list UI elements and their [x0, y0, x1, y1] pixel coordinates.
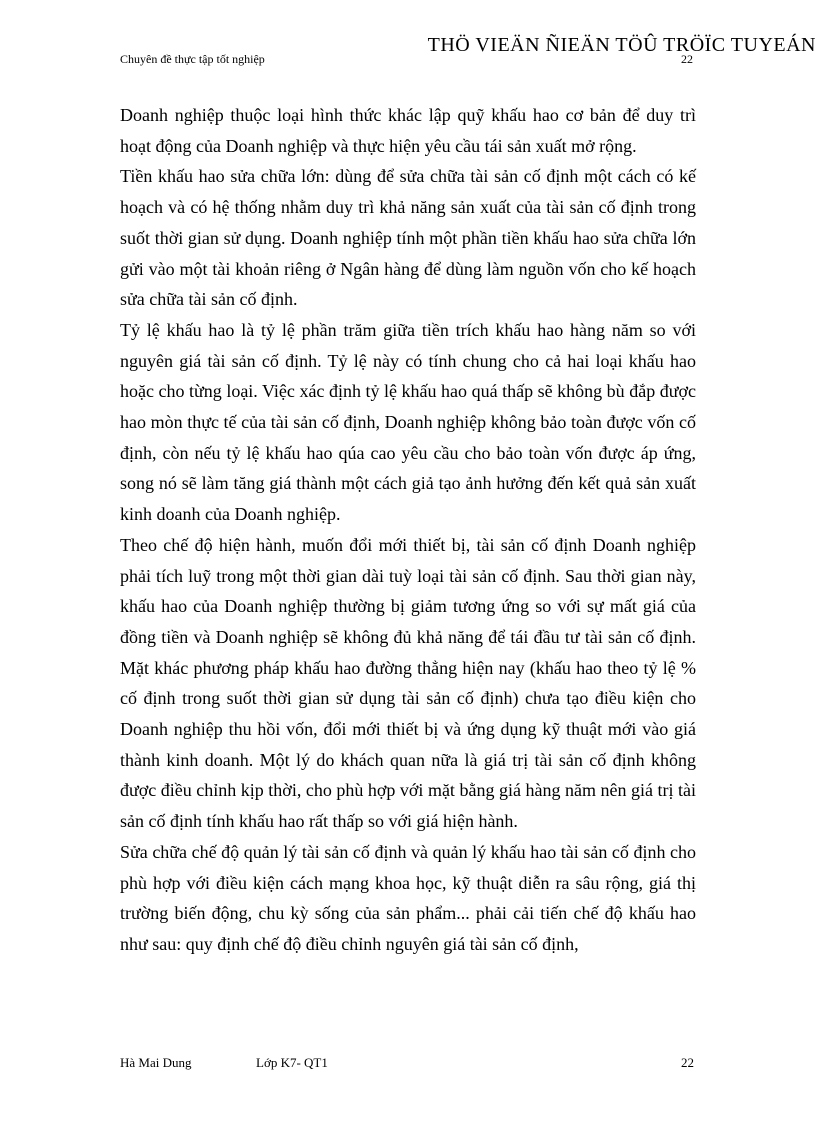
header-subject: Chuyên đề thực tập tốt nghiệp: [120, 52, 265, 66]
paragraph: Tỷ lệ khấu hao là tỷ lệ phần trăm giữa tiền trích khấu hao hàng năm so với nguyên giá tài sản cố định. Tỷ lệ này có tính chung cho cả hai loại khấu hao hoặc cho từng loại. Việc xác định tỷ lệ khấu hao quá thấp sẽ không bù đắp được hao mòn thực tế của tài sản cố định, Doanh nghiệp không bảo toàn được vốn cố định, còn nếu tỷ lệ khấu hao qúa cao yêu cầu cho bảo toàn vốn được áp ứng, song nó sẽ làm tăng giá thành một cách giả tạo ảnh hưởng đến kết quả sản xuất kinh doanh của Doanh nghiệp.: [120, 319, 696, 525]
footer-page-number: 22: [681, 1055, 694, 1070]
header-watermark: THÖ VIEÄN ÑIEÄN TÖÛ TRÖÏC TUYEÁN: [427, 34, 816, 56]
document-body: [120, 100, 696, 960]
paragraph: Tiền khấu hao sửa chữa lớn: dùng để sửa chữa tài sản cố định một cách có kế hoạch và có hệ thống nhằm duy trì khả năng sản xuất của tài sản cố định trong suốt thời gian sử dụng. Doanh nghiệp tính một phần tiền khấu hao sửa chữa lớn gửi vào một tài khoản riêng ở Ngân hàng để dùng làm nguồn vốn cho kế hoạch sửa chữa tài sản cố định.: [120, 166, 696, 310]
paragraph: Sửa chữa chế độ quản lý tài sản cố định và quản lý khấu hao tài sản cố định cho phù hợp với điều kiện cách mạng khoa học, kỹ thuật diễn ra sâu rộng, giá thị trường biến động, chu kỳ sống của sản phẩm... phải cải tiến chế độ khấu hao như sau: quy định chế độ điều chỉnh nguyên giá tài sản cố định,: [120, 841, 696, 954]
paragraph: Theo chế độ hiện hành, muốn đổi mới thiết bị, tài sản cố định Doanh nghiệp phải tích luỹ trong một thời gian dài tuỳ loại tài sản cố định. Sau thời gian này, khấu hao của Doanh nghiệp thường bị giảm tương ứng so với sự mất giá của đồng tiền và Doanh nghiệp sẽ không đủ khả năng để tái đầu tư tài sản cố định. Mặt khác phương pháp khấu hao đường thẳng hiện nay (khấu hao theo tỷ lệ % cố định trong suốt thời gian sử dụng tài sản cố định) chưa tạo điều kiện cho Doanh nghiệp thu hồi vốn, đổi mới thiết bị và ứng dụng kỹ thuật mới vào giá thành kinh doanh. Một lý do khách quan nữa là giá trị tài sản cố định không được điều chỉnh kịp thời, cho phù hợp với mặt bằng giá hàng năm nên giá trị tài sản cố định tính khấu hao rất thấp so với giá hiện hành.: [120, 534, 696, 832]
footer-class: Lớp K7- QT1: [256, 1055, 328, 1070]
header-page-number: 22: [681, 52, 693, 66]
footer-author: Hà Mai Dung: [120, 1055, 192, 1070]
paragraph: Doanh nghiệp thuộc loại hình thức khác lập quỹ khấu hao cơ bản để duy trì hoạt động của Doanh nghiệp và thực hiện yêu cầu tái sản xuất mở rộng.: [120, 105, 696, 156]
